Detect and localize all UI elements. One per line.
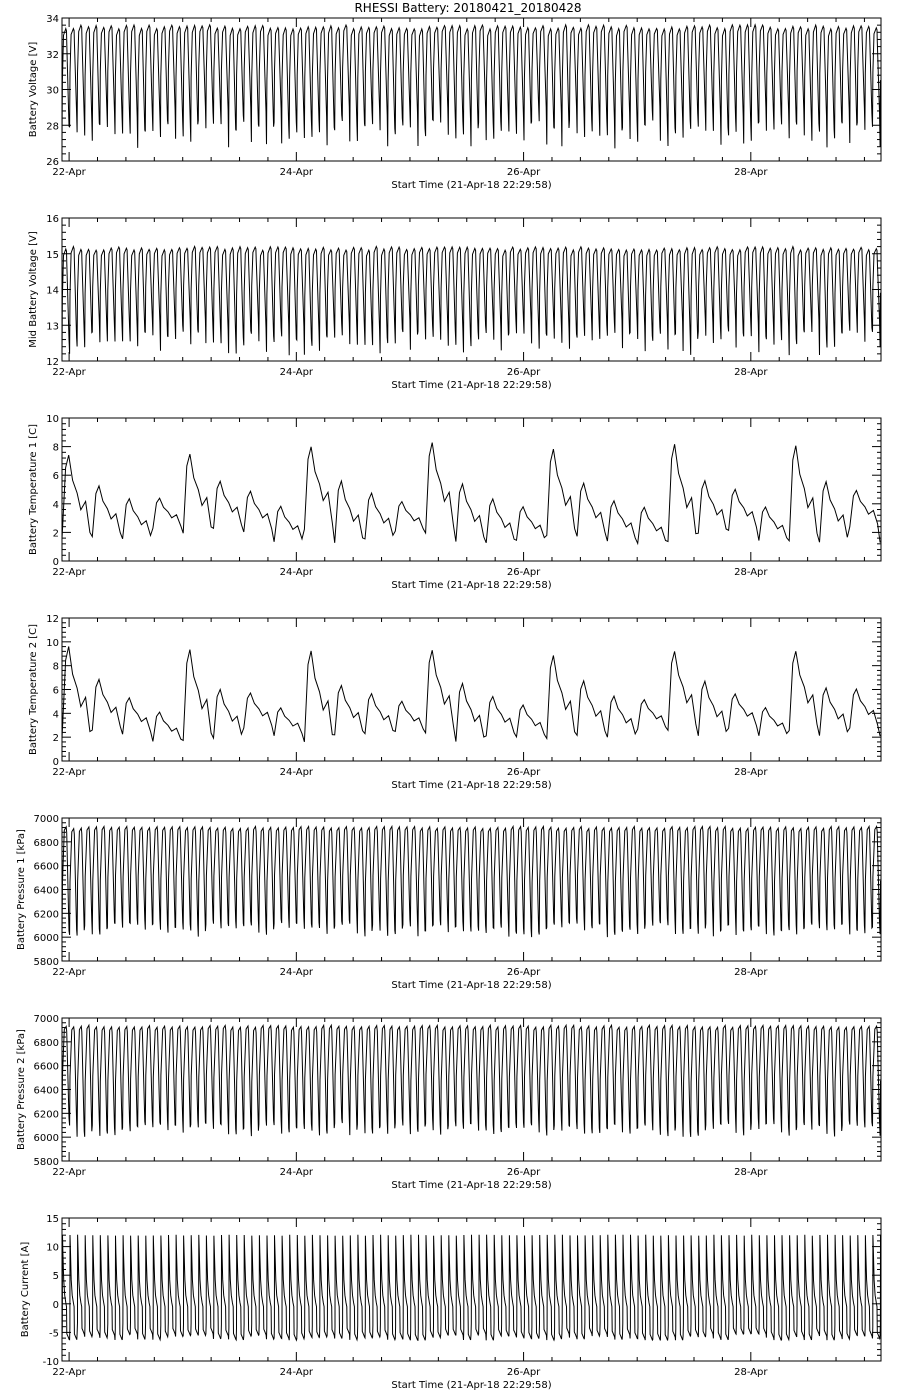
y-tick-label: 2 xyxy=(52,733,59,745)
y-tick-label: 6200 xyxy=(33,909,59,921)
x-tick-label: 24-Apr xyxy=(279,1367,314,1378)
y-axis-label: Battery Voltage [V] xyxy=(28,41,39,138)
y-tick-label: 2 xyxy=(52,528,59,540)
x-axis-label: Start Time (21-Apr-18 22:29:58) xyxy=(391,180,552,191)
y-axis-label: Battery Pressure 2 [kPa] xyxy=(16,1029,27,1150)
y-tick-label: 6 xyxy=(52,685,59,697)
x-tick-label: 24-Apr xyxy=(279,567,314,578)
chart-panel-4 xyxy=(28,614,881,791)
x-tick-label: 28-Apr xyxy=(734,1367,768,1378)
y-tick-label: 10 xyxy=(46,637,59,649)
x-tick-label: 26-Apr xyxy=(506,367,541,378)
x-tick-label: 22-Apr xyxy=(52,767,86,778)
x-axis-label: Start Time (21-Apr-18 22:29:58) xyxy=(391,1380,552,1391)
x-tick-label: 28-Apr xyxy=(734,1167,768,1178)
y-tick-label: 15 xyxy=(46,1214,59,1225)
y-tick-label: 6800 xyxy=(33,837,59,849)
x-tick-label: 26-Apr xyxy=(506,567,541,578)
y-tick-label: 10 xyxy=(46,1242,59,1254)
y-tick-label: 6000 xyxy=(33,1133,59,1145)
y-tick-label: 13 xyxy=(46,321,59,333)
series-line xyxy=(62,25,880,149)
plot-frame xyxy=(62,418,881,561)
x-tick-label: 28-Apr xyxy=(734,567,768,578)
x-tick-label: 24-Apr xyxy=(279,367,314,378)
y-tick-label: 32 xyxy=(46,49,59,61)
y-tick-label: 12 xyxy=(46,614,59,625)
x-tick-label: 24-Apr xyxy=(279,167,314,178)
y-tick-label: 6800 xyxy=(33,1037,59,1049)
y-tick-label: 0 xyxy=(52,557,59,568)
y-tick-label: -5 xyxy=(49,1328,59,1340)
y-tick-label: 28 xyxy=(46,121,59,133)
y-tick-label: 6 xyxy=(52,471,59,483)
y-axis-label: Battery Temperature 1 [C] xyxy=(28,423,39,556)
y-tick-label: 30 xyxy=(46,85,59,97)
x-tick-label: 28-Apr xyxy=(734,767,768,778)
y-tick-label: 8 xyxy=(52,442,59,454)
y-tick-label: 7000 xyxy=(33,814,59,825)
x-axis-label: Start Time (21-Apr-18 22:29:58) xyxy=(391,780,552,791)
y-tick-label: 6400 xyxy=(33,1085,59,1097)
y-axis-label: Battery Pressure 1 [kPa] xyxy=(16,829,27,950)
y-tick-label: 14 xyxy=(46,285,59,297)
y-tick-label: 10 xyxy=(46,414,59,425)
series-line xyxy=(62,827,881,938)
figure-title: RHESSI Battery: 20180421_20180428 xyxy=(354,1,582,15)
x-tick-label: 26-Apr xyxy=(506,1367,541,1378)
x-tick-label: 28-Apr xyxy=(734,967,768,978)
y-tick-label: 7000 xyxy=(33,1014,59,1025)
y-axis-label: Mid Battery Voltage [V] xyxy=(28,231,39,348)
y-axis-label: Battery Current [A] xyxy=(20,1241,31,1338)
chart-panel-2 xyxy=(28,214,881,391)
x-tick-label: 26-Apr xyxy=(506,967,541,978)
chart-panel-5 xyxy=(16,814,881,991)
x-tick-label: 22-Apr xyxy=(52,1167,86,1178)
chart-panel-3 xyxy=(28,414,881,591)
y-tick-label: 5800 xyxy=(33,1157,59,1168)
y-tick-label: -10 xyxy=(42,1357,59,1368)
x-tick-label: 22-Apr xyxy=(52,567,86,578)
y-tick-label: 6000 xyxy=(33,933,59,945)
y-tick-label: 0 xyxy=(52,757,59,768)
chart-panels xyxy=(16,14,881,1391)
y-tick-label: 26 xyxy=(46,157,59,168)
y-tick-label: 6400 xyxy=(33,885,59,897)
x-tick-label: 26-Apr xyxy=(506,1167,541,1178)
chart-panel-7 xyxy=(20,1214,881,1391)
x-tick-label: 24-Apr xyxy=(279,1167,314,1178)
y-tick-label: 15 xyxy=(46,249,59,261)
x-tick-label: 24-Apr xyxy=(279,767,314,778)
x-axis-label: Start Time (21-Apr-18 22:29:58) xyxy=(391,380,552,391)
y-tick-label: 6600 xyxy=(33,861,59,873)
y-tick-label: 6200 xyxy=(33,1109,59,1121)
series-line xyxy=(62,1025,881,1137)
x-axis-label: Start Time (21-Apr-18 22:29:58) xyxy=(391,580,552,591)
x-tick-label: 26-Apr xyxy=(506,167,541,178)
y-tick-label: 16 xyxy=(46,214,59,225)
y-tick-label: 5800 xyxy=(33,957,59,968)
y-tick-label: 4 xyxy=(52,709,59,721)
x-axis-label: Start Time (21-Apr-18 22:29:58) xyxy=(391,980,552,991)
chart-panel-6 xyxy=(16,1014,881,1191)
y-tick-label: 5 xyxy=(52,1271,59,1283)
y-tick-label: 4 xyxy=(52,499,59,511)
x-tick-label: 28-Apr xyxy=(734,167,768,178)
x-tick-label: 22-Apr xyxy=(52,167,86,178)
plot-frame xyxy=(62,618,881,761)
x-tick-label: 22-Apr xyxy=(52,367,86,378)
y-tick-label: 8 xyxy=(52,661,59,673)
y-tick-label: 12 xyxy=(46,357,59,368)
chart-panel-1 xyxy=(28,14,881,191)
x-tick-label: 28-Apr xyxy=(734,367,768,378)
x-tick-label: 24-Apr xyxy=(279,967,314,978)
x-axis-label: Start Time (21-Apr-18 22:29:58) xyxy=(391,1180,552,1191)
x-tick-label: 22-Apr xyxy=(52,967,86,978)
y-tick-label: 34 xyxy=(46,14,59,25)
series-line xyxy=(62,1235,881,1341)
y-tick-label: 6600 xyxy=(33,1061,59,1073)
y-axis-label: Battery Temperature 2 [C] xyxy=(28,623,39,756)
series-line xyxy=(62,647,880,742)
series-line xyxy=(62,443,880,544)
series-line xyxy=(62,247,880,356)
x-tick-label: 26-Apr xyxy=(506,767,541,778)
y-tick-label: 0 xyxy=(52,1299,59,1311)
x-tick-label: 22-Apr xyxy=(52,1367,86,1378)
